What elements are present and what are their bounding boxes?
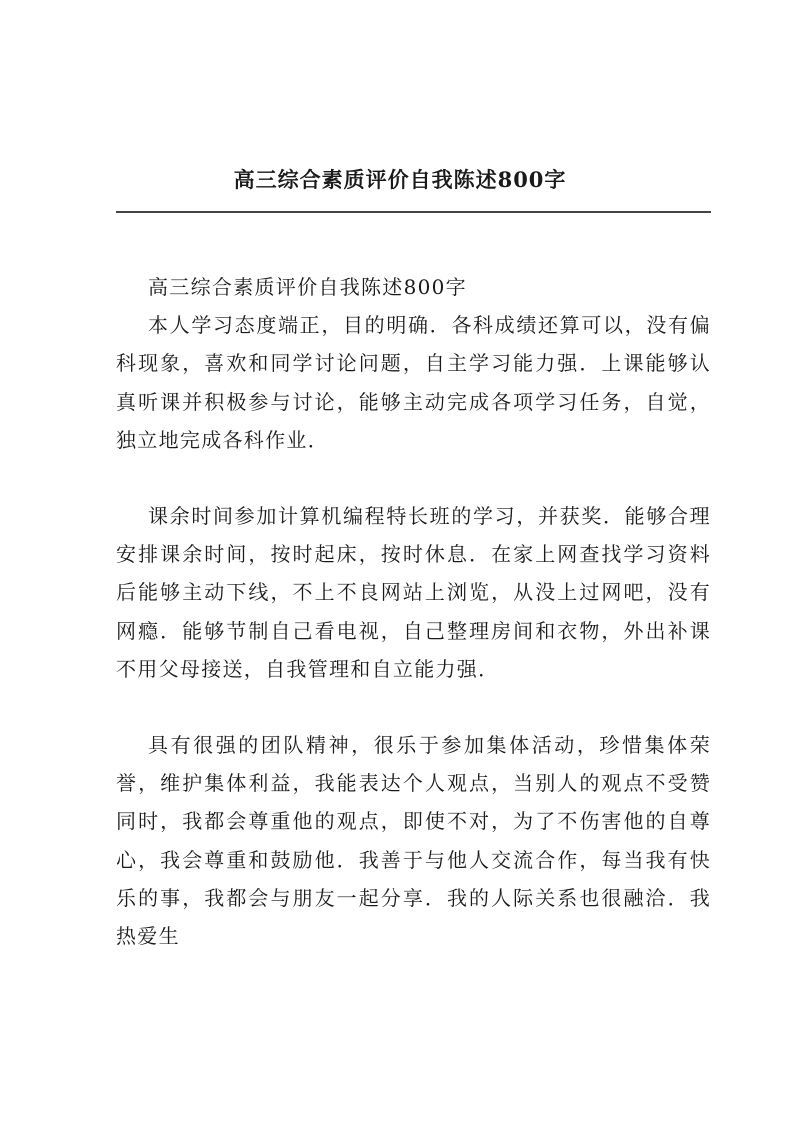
paragraph-extracurricular: 课余时间参加计算机编程特长班的学习，并获奖．能够合理安排课余时间，按时起床，按时休息．在家上网查找学习资料后能够主动下线，不上不良网站上浏览，从没上过网吧，没有网瘾．能够节制自己看电视，自己整理房间和衣物，外出补课不用父母接送，自我管理和自立能力强． (116, 504, 711, 681)
paragraph-heading: 高三综合素质评价自我陈述800字 (148, 275, 467, 299)
title-divider (116, 211, 711, 213)
page-title: 高三综合素质评价自我陈述800字 (233, 167, 567, 192)
document-body (116, 268, 711, 955)
paragraph-study-attitude: 本人学习态度端正，目的明确．各科成绩还算可以，没有偏科现象，喜欢和同学讨论问题，自主学习能力强．上课能够认真听课并积极参与讨论，能够主动完成各项学习任务，自觉，独立地完成各科作业． (116, 313, 711, 452)
paragraph-team-spirit: 具有很强的团队精神，很乐于参加集体活动，珍惜集体荣誉，维护集体利益，我能表达个人观点，当别人的观点不受赞同时，我都会尊重他的观点，即使不对，为了不伤害他的自尊心，我会尊重和鼓励他．我善于与他人交流合作，每当我有快乐的事，我都会与朋友一起分享．我的人际关系也很融洽．我热爱生 (116, 733, 711, 949)
